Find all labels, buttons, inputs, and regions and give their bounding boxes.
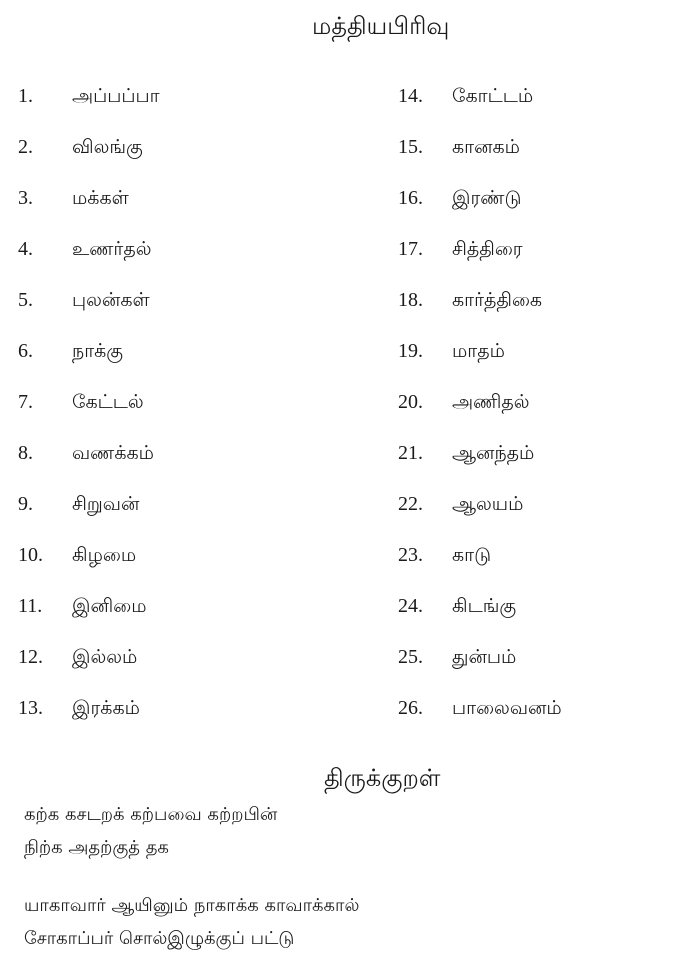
word-text: ஆனந்தம் [452, 442, 535, 464]
word-number: 21. [398, 442, 423, 464]
word-text: இனிமை [72, 595, 147, 617]
kural-line: சோகாப்பர் சொல்இழுக்குப் பட்டு [24, 928, 295, 949]
word-number: 17. [398, 238, 423, 260]
word-text: இரக்கம் [72, 697, 140, 719]
word-text: கிழமை [72, 544, 137, 566]
word-number: 23. [398, 544, 423, 566]
word-number: 11. [18, 595, 43, 617]
word-number: 9. [18, 493, 33, 515]
kural-title: திருக்குறள் [324, 764, 441, 792]
word-number: 25. [398, 646, 423, 668]
word-list-item [398, 386, 562, 437]
word-number: 22. [398, 493, 423, 515]
word-list-item [18, 641, 160, 692]
word-text: கானகம் [452, 136, 520, 158]
word-number: 16. [398, 187, 423, 209]
word-text: கிடங்கு [452, 595, 517, 617]
word-number: 19. [398, 340, 423, 362]
word-number: 6. [18, 340, 33, 362]
word-text: அணிதல் [452, 391, 530, 413]
word-number: 13. [18, 697, 43, 719]
word-text: சிறுவன் [72, 493, 140, 515]
kural-couplet-1 [24, 800, 277, 866]
word-text: உணர்தல் [72, 238, 152, 260]
word-text: அப்பப்பா [72, 85, 160, 107]
word-number: 24. [398, 595, 423, 617]
word-number: 15. [398, 136, 423, 158]
word-list-item [398, 437, 562, 488]
word-text: காடு [452, 544, 492, 566]
word-number: 26. [398, 697, 423, 719]
word-number: 14. [398, 85, 423, 107]
word-list-item [18, 233, 160, 284]
word-list-item [398, 80, 562, 131]
word-text: இல்லம் [72, 646, 138, 668]
word-text: சித்திரை [452, 238, 523, 260]
word-list-item [398, 641, 562, 692]
word-number: 7. [18, 391, 33, 413]
word-list-item [18, 539, 160, 590]
word-list-item [398, 539, 562, 590]
word-list-left [18, 80, 160, 743]
word-list-item [18, 488, 160, 539]
word-list-item [398, 233, 562, 284]
word-text: கோட்டம் [452, 85, 534, 107]
word-number: 5. [18, 289, 33, 311]
word-list-item [18, 437, 160, 488]
word-text: மக்கள் [72, 187, 129, 209]
word-list-item [18, 335, 160, 386]
kural-line: யாகாவார் ஆயினும் நாகாக்க காவாக்கால் [24, 895, 360, 916]
page-title: மத்தியபிரிவு [312, 12, 450, 40]
word-number: 1. [18, 85, 33, 107]
word-list-item [398, 284, 562, 335]
word-text: ஆலயம் [452, 493, 524, 515]
word-list-right [398, 80, 562, 743]
word-text: இரண்டு [452, 187, 522, 209]
word-list-item [398, 131, 562, 182]
word-number: 20. [398, 391, 423, 413]
word-text: விலங்கு [72, 136, 143, 158]
word-text: பாலைவனம் [452, 697, 562, 719]
word-list-item [398, 488, 562, 539]
word-text: நாக்கு [72, 340, 124, 362]
word-text: துன்பம் [452, 646, 517, 668]
word-text: கார்த்திகை [452, 289, 543, 311]
word-list-item [398, 590, 562, 641]
word-number: 18. [398, 289, 423, 311]
kural-line: நிற்க அதற்குத் தக [24, 837, 169, 858]
word-list-item [18, 692, 160, 743]
word-text: கேட்டல் [72, 391, 144, 413]
word-text: வணக்கம் [72, 442, 154, 464]
word-list-item [18, 284, 160, 335]
word-list-item [18, 131, 160, 182]
word-number: 12. [18, 646, 43, 668]
word-list-item [18, 80, 160, 131]
kural-couplet-2 [24, 891, 359, 957]
word-number: 8. [18, 442, 33, 464]
word-list-item [18, 386, 160, 437]
word-list-item [398, 692, 562, 743]
word-number: 3. [18, 187, 33, 209]
word-text: மாதம் [452, 340, 505, 362]
word-number: 2. [18, 136, 33, 158]
word-list-item [18, 182, 160, 233]
word-list-item [18, 590, 160, 641]
word-text: புலன்கள் [72, 289, 150, 311]
kural-line: கற்க கசடறக் கற்பவை கற்றபின் [24, 804, 278, 825]
word-list-item [398, 182, 562, 233]
word-number: 4. [18, 238, 33, 260]
word-number: 10. [18, 544, 43, 566]
word-list-item [398, 335, 562, 386]
